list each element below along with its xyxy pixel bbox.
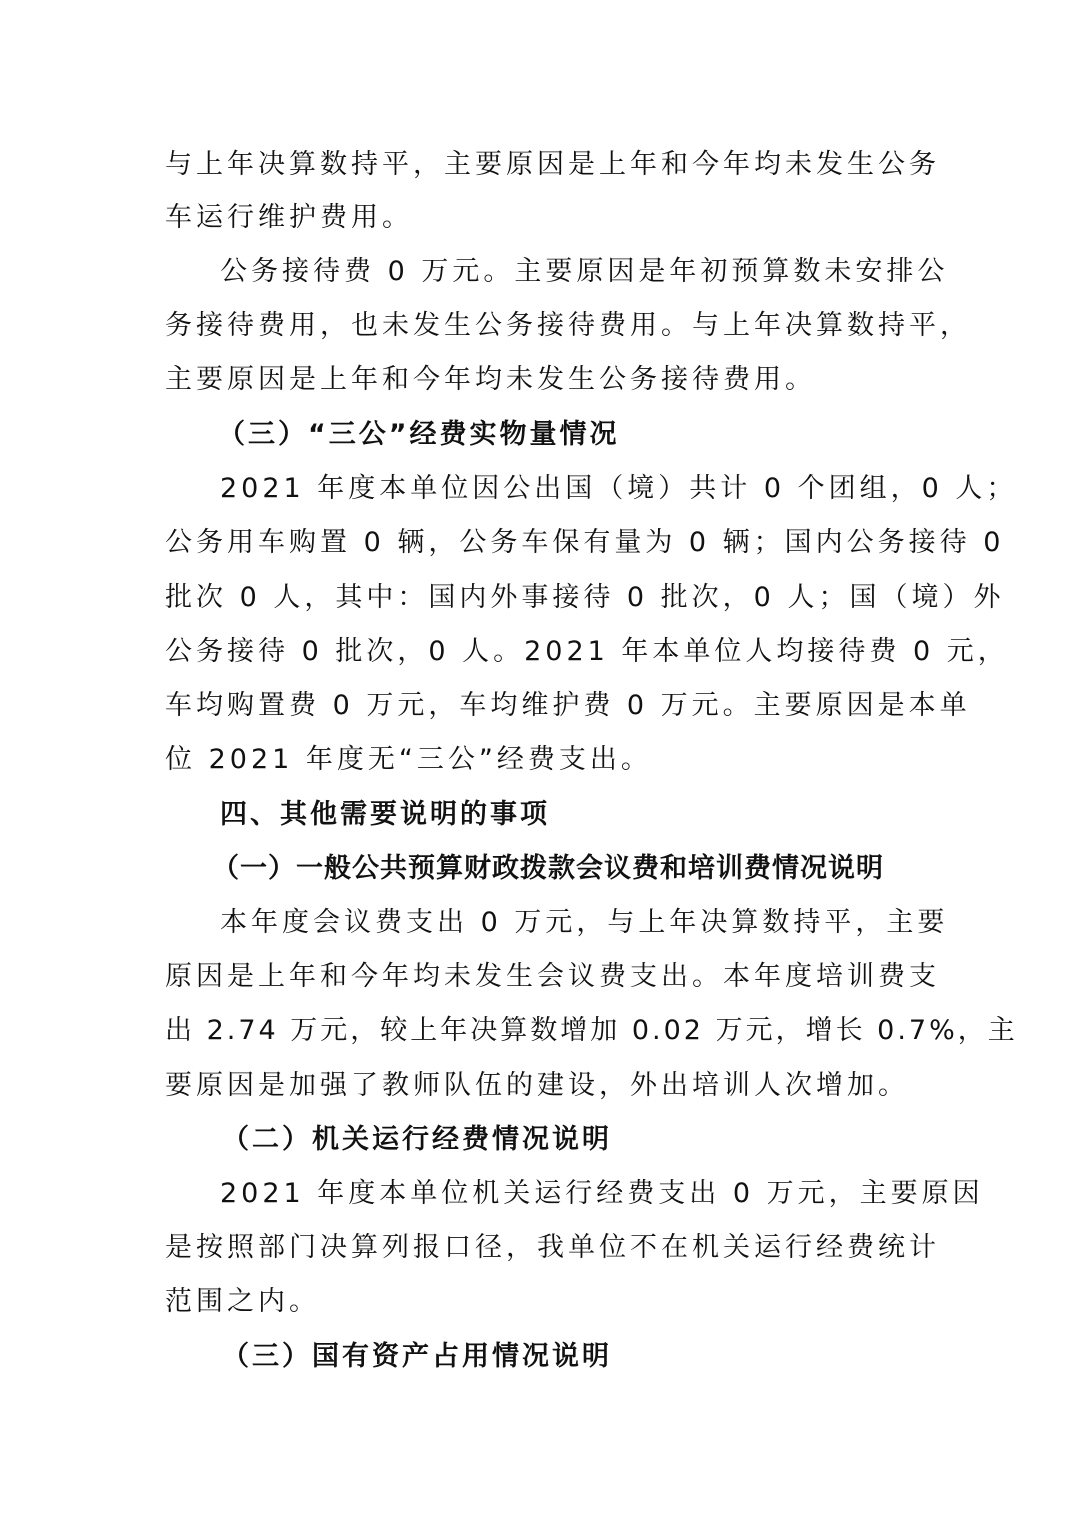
- paragraph-line: 范围之内。: [165, 1286, 320, 1317]
- paragraph-line: 车运行维护费用。: [165, 202, 413, 233]
- paragraph-line: 车均购置费 0 万元，车均维护费 0 万元。主要原因是本单: [165, 690, 971, 721]
- section-heading: 四、其他需要说明的事项: [220, 799, 550, 830]
- paragraph-line: 务接待费用，也未发生公务接待费用。与上年决算数持平，: [165, 310, 971, 341]
- paragraph-line: 公务用车购置 0 辆，公务车保有量为 0 辆；国内公务接待 0: [165, 527, 1005, 558]
- paragraph-line: 与上年决算数持平，主要原因是上年和今年均未发生公务: [165, 149, 940, 180]
- paragraph-line: 原因是上年和今年均未发生会议费支出。本年度培训费支: [165, 961, 940, 992]
- section-heading: （二）机关运行经费情况说明: [222, 1124, 612, 1155]
- paragraph-line: 要原因是加强了教师队伍的建设，外出培训人次增加。: [165, 1070, 909, 1101]
- section-heading: （一）一般公共预算财政拨款会议费和培训费情况说明: [212, 853, 884, 884]
- paragraph-line: 本年度会议费支出 0 万元，与上年决算数持平，主要: [220, 907, 949, 938]
- section-heading: （三）“三公”经费实物量情况: [218, 419, 620, 450]
- paragraph-line: 出 2.74 万元，较上年决算数增加 0.02 万元，增长 0.7%，主: [165, 1015, 1018, 1046]
- paragraph-line: 位 2021 年度无“三公”经费支出。: [165, 744, 652, 775]
- paragraph-line: 2021 年度本单位因公出国（境）共计 0 个团组，0 人；: [220, 473, 1018, 504]
- paragraph-line: 批次 0 人，其中：国内外事接待 0 批次，0 人；国（境）外: [165, 582, 1005, 613]
- paragraph-line: 是按照部门决算列报口径，我单位不在机关运行经费统计: [165, 1232, 940, 1263]
- paragraph-line: 主要原因是上年和今年均未发生公务接待费用。: [165, 364, 816, 395]
- paragraph-line: 公务接待 0 批次，0 人。2021 年本单位人均接待费 0 元，: [165, 636, 1009, 667]
- paragraph-line: 公务接待费 0 万元。主要原因是年初预算数未安排公: [220, 256, 949, 287]
- section-heading: （三）国有资产占用情况说明: [222, 1341, 612, 1372]
- paragraph-line: 2021 年度本单位机关运行经费支出 0 万元，主要原因: [220, 1178, 984, 1209]
